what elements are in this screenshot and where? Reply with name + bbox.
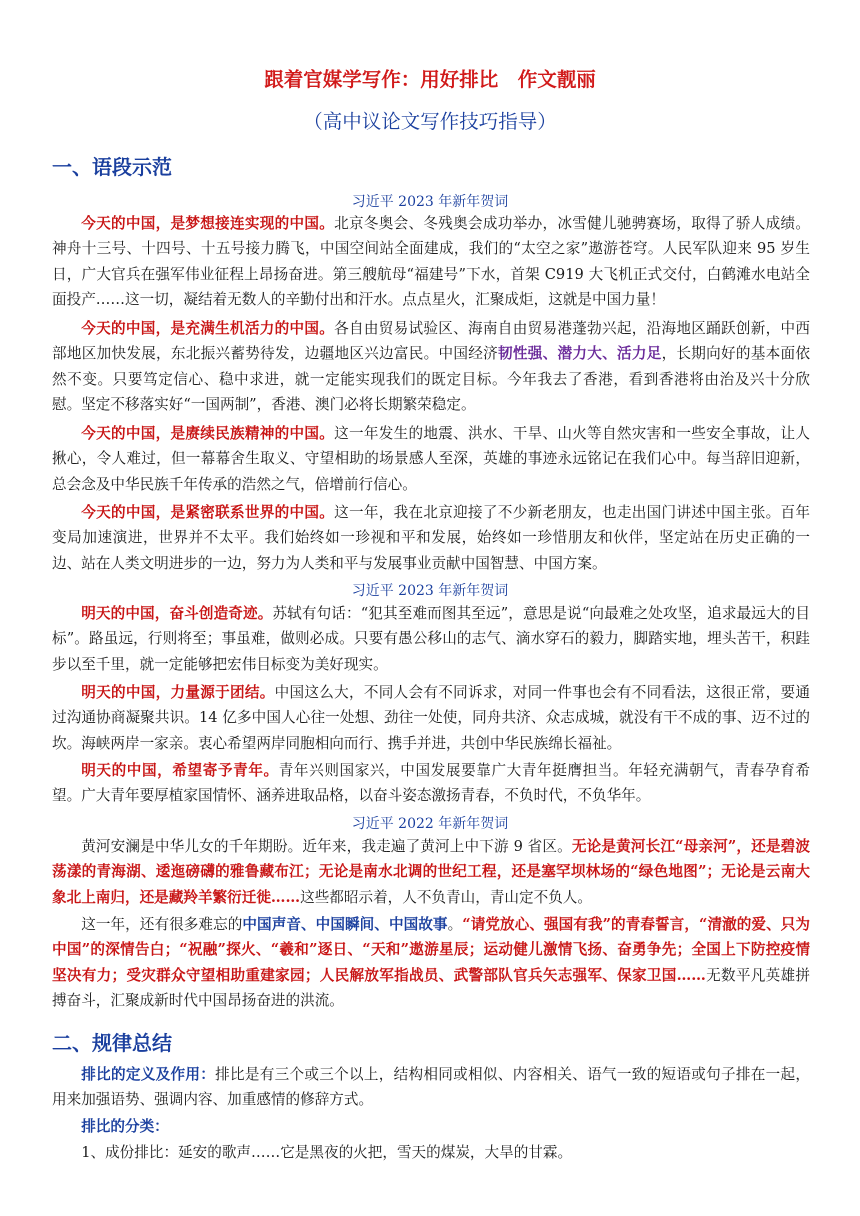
paragraph-lead: 今天的中国，是充满生机活力的中国。: [81, 320, 335, 337]
paragraph-7: [52, 758, 810, 809]
paragraph-body: 北京冬奥会、冬残奥会成功举办，冰雪健儿驰骋赛场，取得了骄人成绩。神舟十三号、十四号、十五号接力腾飞，中国空间站全面建成，我们的“太空之家”遨游苍穹。人民军队迎来 95 岁生日，广大官兵在强军伟业征程上昂扬奋进。第三艘航母“福建号”下水，首架 C919 大飞机正式交付，白鹤滩水电站全面投产……这一切，凝结着无数人的辛勤付出和汗水。点点星火，汇聚成炬，这就是中国力量！: [52, 215, 810, 309]
source-caption: 习近平 2023 年新年贺词: [351, 583, 509, 599]
source-caption: 习近平 2023 年新年贺词: [351, 194, 509, 210]
paragraph-6: [52, 680, 810, 756]
paragraph-body: 这一年，我在北京迎接了不少新老朋友，也走出国门讲述中国主张。百年变局加速演进，世界并不太平。我们始终如一珍视和平和发展，始终如一珍惜朋友和伙伴，坚定站在历史正确的一边、站在人类文明进步的一边，努力为人类和平与发展事业贡献中国智慧、中国方案。: [52, 504, 810, 572]
parallelism-highlight: 无论是黄河长江“母亲河”，还是碧波荡漾的青海湖、逶迤磅礴的雅鲁藏布江；无论是南水北调的世纪工程，还是塞罕坝林场的“绿色地图”；无论是云南大象北上南归，还是藏羚羊繁衍迁徙……: [52, 838, 810, 906]
definition-body: 排比是有三个或三个以上，结构相同或相似、内容相关、语气一致的短语或句子排在一起，用来加强语势、强调内容、加重感情的修辞方式。: [52, 1066, 810, 1109]
paragraph-5: [52, 601, 810, 677]
parallelism-highlight: “请党放心、强国有我”的青春誓言，“清澈的爱、只为中国”的深情告白；“祝融”探火、“羲和”逐日、“天和”遨游星辰；运动健儿激情飞扬、奋勇争先；全国上下防控疫情坚决有力；受灾群众守望相助重建家园；人民解放军指战员、武警部队官兵矢志强军、保家卫国……: [52, 916, 810, 984]
paragraph-body: 这一年，还有很多难忘的: [81, 916, 243, 933]
document-subtitle: （高中议论文写作技巧指导）: [303, 110, 557, 133]
paragraph-body: 苏轼有句话：“犯其至难而图其至远”，意思是说“向最难之处攻坚，追求最远大的目标”。路虽远，行则将至；事虽难，做则必成。只要有愚公移山的志气、滴水穿石的毅力，脚踏实地，埋头苦干，积跬步以至千里，就一定能够把宏伟目标变为美好现实。: [52, 605, 810, 673]
paragraph-8: [52, 834, 810, 910]
classification-label-line: [52, 1114, 810, 1139]
paragraph-9: [52, 912, 810, 1014]
section-heading-summary: 二、规律总结: [52, 1031, 172, 1055]
section-heading-examples: 一、语段示范: [52, 155, 172, 179]
paragraph-body: 这一年发生的地震、洪水、干旱、山火等自然灾害和一些安全事故，让人揪心，令人难过，但一幕幕舍生取义、守望相助的场景感人至深，英雄的事迹永远铭记在我们心中。每当辞旧迎新，总会念及中华民族千年传承的浩然之气，倍增前行信心。: [52, 425, 810, 493]
classification-label: 排比的分类：: [81, 1118, 169, 1135]
paragraph-body: 中国这么大，不同人会有不同诉求，对同一件事也会有不同看法，这很正常，要通过沟通协商凝聚共识。14 亿多中国人心往一处想、劲往一处使，同舟共济、众志成城，就没有干不成的事、迈不过的坎。海峡两岸一家亲。衷心希望两岸同胞相向而行、携手并进，共创中华民族绵长福祉。: [52, 684, 810, 752]
paragraph-lead: 明天的中国，奋斗创造奇迹。: [81, 605, 273, 622]
paragraph-body: ，长期向好的基本面依然不变。只要笃定信心、稳中求进，就一定能实现我们的既定目标。今年我去了香港，看到香港将由治及兴十分欣慰。坚定不移落实好“一国两制”，香港、澳门必将长期繁荣稳定。: [52, 345, 810, 414]
paragraph-body: 无数平凡英雄拼搏奋斗，汇聚成新时代中国昂扬奋进的洪流。: [52, 966, 810, 1010]
definition-label: 排比的定义及作用：: [81, 1066, 216, 1083]
paragraph-3: [52, 421, 810, 497]
paragraph-body: 各自由贸易试验区、海南自由贸易港蓬勃兴起，沿海地区踊跃创新，中西部地区加快发展，东北振兴蓄势待发，边疆地区兴边富民。中国经济: [52, 320, 810, 363]
classification-item-1: [52, 1140, 810, 1165]
highlight-phrase: 潜力大: [557, 345, 603, 363]
paragraph-lead: 明天的中国，力量源于团结。: [81, 684, 275, 701]
highlight-separator: 、: [602, 345, 617, 363]
paragraph-body: 黄河安澜是中华儿女的千年期盼。近年来，我走遍了黄河上中下游 9 省区。: [81, 838, 572, 855]
paragraph-4: [52, 500, 810, 576]
highlight-phrase: 韧性强: [497, 345, 543, 363]
paragraph-body: 青年兴则国家兴，中国发展要靠广大青年挺膺担当。年轻充满朝气，青春孕育希望。广大青年要厚植家国情怀、涵养进取品格，以奋斗姿态激扬青春，不负时代，不负华年。: [52, 762, 810, 805]
paragraph-2: [52, 316, 810, 418]
classification-item-text: 1、成份排比：延安的歌声……它是黑夜的火把，雪天的煤炭，大旱的甘霖。: [81, 1144, 573, 1161]
highlight-phrase: 活力足: [616, 345, 662, 363]
definition-paragraph: [52, 1062, 810, 1113]
paragraph-lead: 今天的中国，是梦想接连实现的中国。: [81, 215, 335, 232]
paragraph-body: 。: [447, 916, 463, 933]
paragraph-lead: 今天的中国，是赓续民族精神的中国。: [81, 425, 335, 442]
highlight-separator: 、: [542, 345, 558, 363]
paragraph-1: [52, 211, 810, 313]
paragraph-lead: 明天的中国，希望寄予青年。: [81, 762, 279, 779]
paragraph-body: 这些都昭示着，人不负青山，青山定不负人。: [300, 888, 592, 906]
highlight-phrase: 中国声音、中国瞬间、中国故事: [242, 916, 448, 933]
source-caption: 习近平 2022 年新年贺词: [351, 816, 509, 832]
document-title: 跟着官媒学写作：用好排比 作文靓丽: [264, 68, 596, 91]
paragraph-lead: 今天的中国，是紧密联系世界的中国。: [81, 504, 335, 521]
